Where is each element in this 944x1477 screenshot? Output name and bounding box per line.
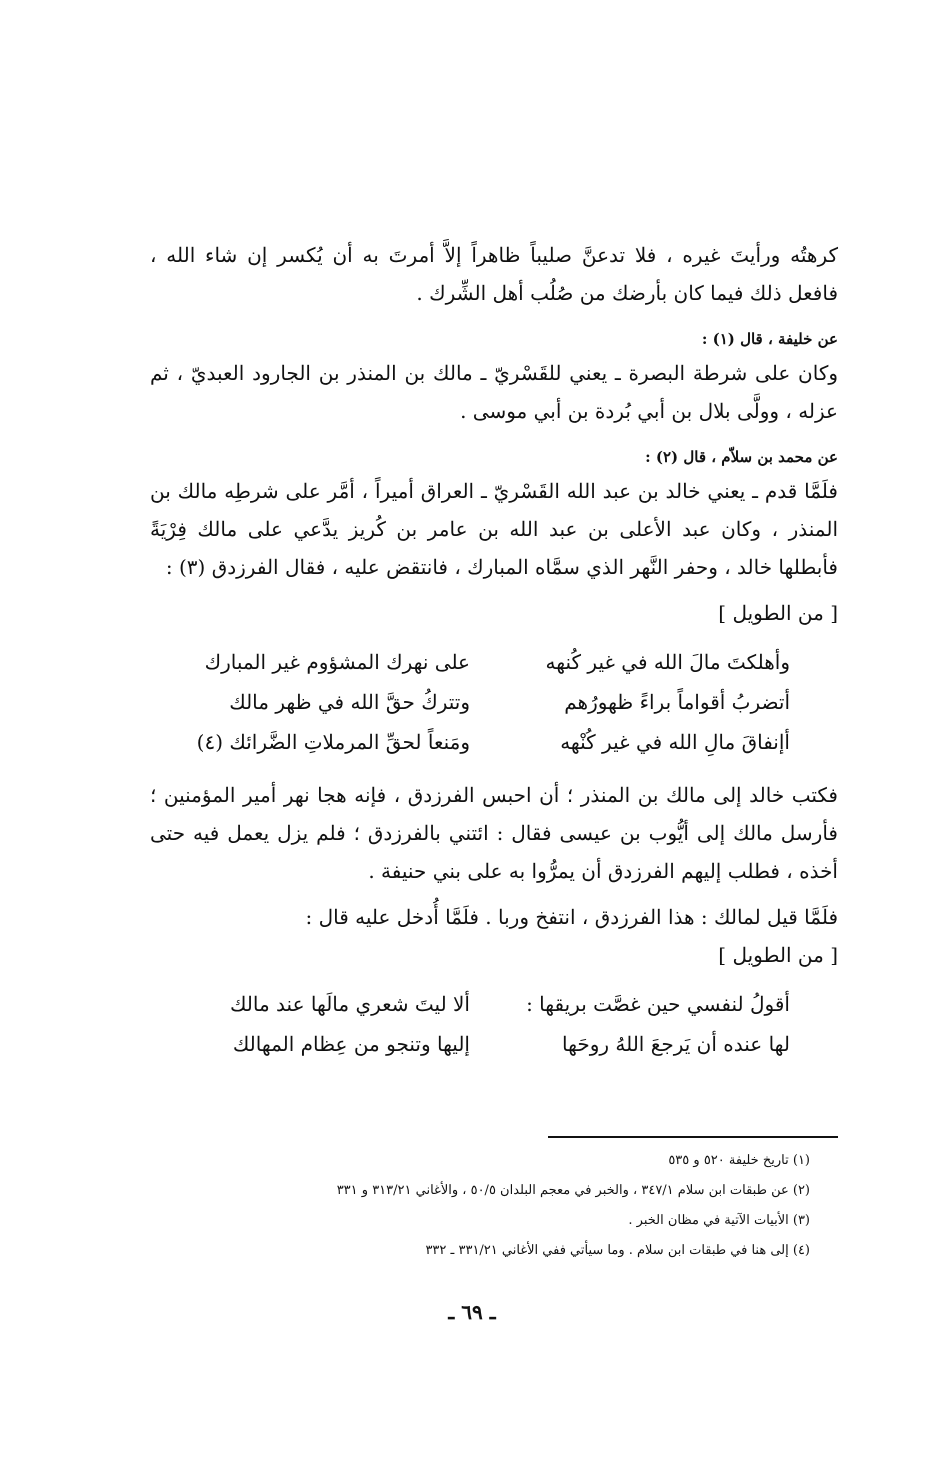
paragraph-5: فلَمَّا قيل لمالك : هذا الفرزدق ، انتفخ وربا . فلَمَّا أُدخل عليه قال :: [305, 905, 838, 929]
hemistich-second: ألا ليتَ شعري مالَها عند مالك: [229, 992, 470, 1016]
meter-label-1: [ من الطويل ]: [718, 601, 838, 625]
footnote-4: (٤) إلى هنا في طبقات ابن سلام . وما سيأتي ففي الأغاني ٣٣١/٢١ ـ ٣٣٢: [425, 1243, 810, 1258]
hemistich-second: ومَنعاً لحقِّ المرملاتِ الضَّرائك (٤): [196, 730, 470, 754]
hemistich-first: أتضربُ أقواماً براءً ظهورُهم: [564, 690, 790, 714]
poem-2: [200, 984, 790, 1064]
footnote-1: (١) تاريخ خليفة ٥٢٠ و ٥٣٥: [668, 1153, 810, 1168]
verse: [196, 722, 790, 762]
footnotes: [150, 1136, 838, 1266]
hemistich-second: على نهرك المشؤوم غير المبارك: [204, 650, 470, 674]
paragraph-4: فكتب خالد إلى مالك بن المنذر ؛ أن احبس الفرزدق ، فإنه هجا نهر أمير المؤمنين ؛ فأرسل مالك إلى أيُّوب بن عيسى فقال : ائتني بالفرزدق ؛ فلم يزل يعمل فيه حتى أخذه ، فطلب إليهم الفرزدق أن يمرُّوا به على بني حنيفة .: [150, 783, 838, 883]
verse: [200, 642, 790, 682]
hemistich-second: وتتركُ حقَّ الله في ظهر مالك: [229, 690, 470, 714]
hemistich-second: إليها وتنجو من عِظام المهالك: [232, 1032, 470, 1056]
hemistich-first: أقولُ لنفسي حين غصَّت بريقها :: [526, 992, 790, 1016]
verse: [200, 984, 790, 1024]
poem-1: [196, 642, 790, 762]
hemistich-first: أإنفاقَ مالِ الله في غير كُنْهه: [560, 730, 790, 754]
hemistich-first: لها عنده أن يَرجعَ اللهُ روحَها: [562, 1032, 790, 1056]
meter-label-2: [ من الطويل ]: [718, 943, 838, 967]
source-line-2: عن محمد بن سلاّم ، قال (٢) :: [645, 448, 838, 466]
paragraph-3: فلَمَّا قدم ـ يعني خالد بن عبد الله القَسْريّ ـ العراق أميراً ، أمَّر على شرطِه مالك بن المنذر ، وكان عبد الأعلى بن عبد الله بن عامر بن كُريز يدَّعي على مالك فِرْيَةً فأبطلها خالد ، وحفر النَّهر الذي سمَّاه المبارك ، فانتقض عليه ، فقال الفرزدق (٣) :: [150, 479, 838, 579]
verse: [200, 1024, 790, 1064]
source-line-1: عن خليفة ، قال (١) :: [701, 330, 838, 348]
paragraph-1: كرهتُه ورأيتَ غيره ، فلا تدعنَّ صليباً ظاهراً إلاَّ أمرتَ به أن يُكسر إن شاء الله ، فافعل ذلك فيما كان بأرضك من صُلُب أهل الشِّرك .: [150, 243, 838, 305]
footnote-2: (٢) عن طبقات ابن سلام ٣٤٧/١ ، والخبر في معجم البلدان ٥٠/٥ ، والأغاني ٣١٣/٢١ و ٣٣١: [336, 1183, 810, 1198]
paragraph-2: وكان على شرطة البصرة ـ يعني للقَسْريّ ـ مالك بن المنذر بن الجارود العبديّ ، ثم عزله ، وولَّى بلال بن أبي بُردة بن أبي موسى .: [150, 361, 838, 423]
footnote-3: (٣) الأبيات الآتية في مظان الخبر .: [628, 1213, 810, 1228]
verse: [200, 682, 790, 722]
hemistich-first: وأهلكتَ مالَ الله في غير كُنهه: [545, 650, 790, 674]
page-number: ـ ٦٩ ـ: [448, 1300, 496, 1324]
footnote-rule: [548, 1136, 838, 1138]
page-body: [150, 236, 838, 1078]
